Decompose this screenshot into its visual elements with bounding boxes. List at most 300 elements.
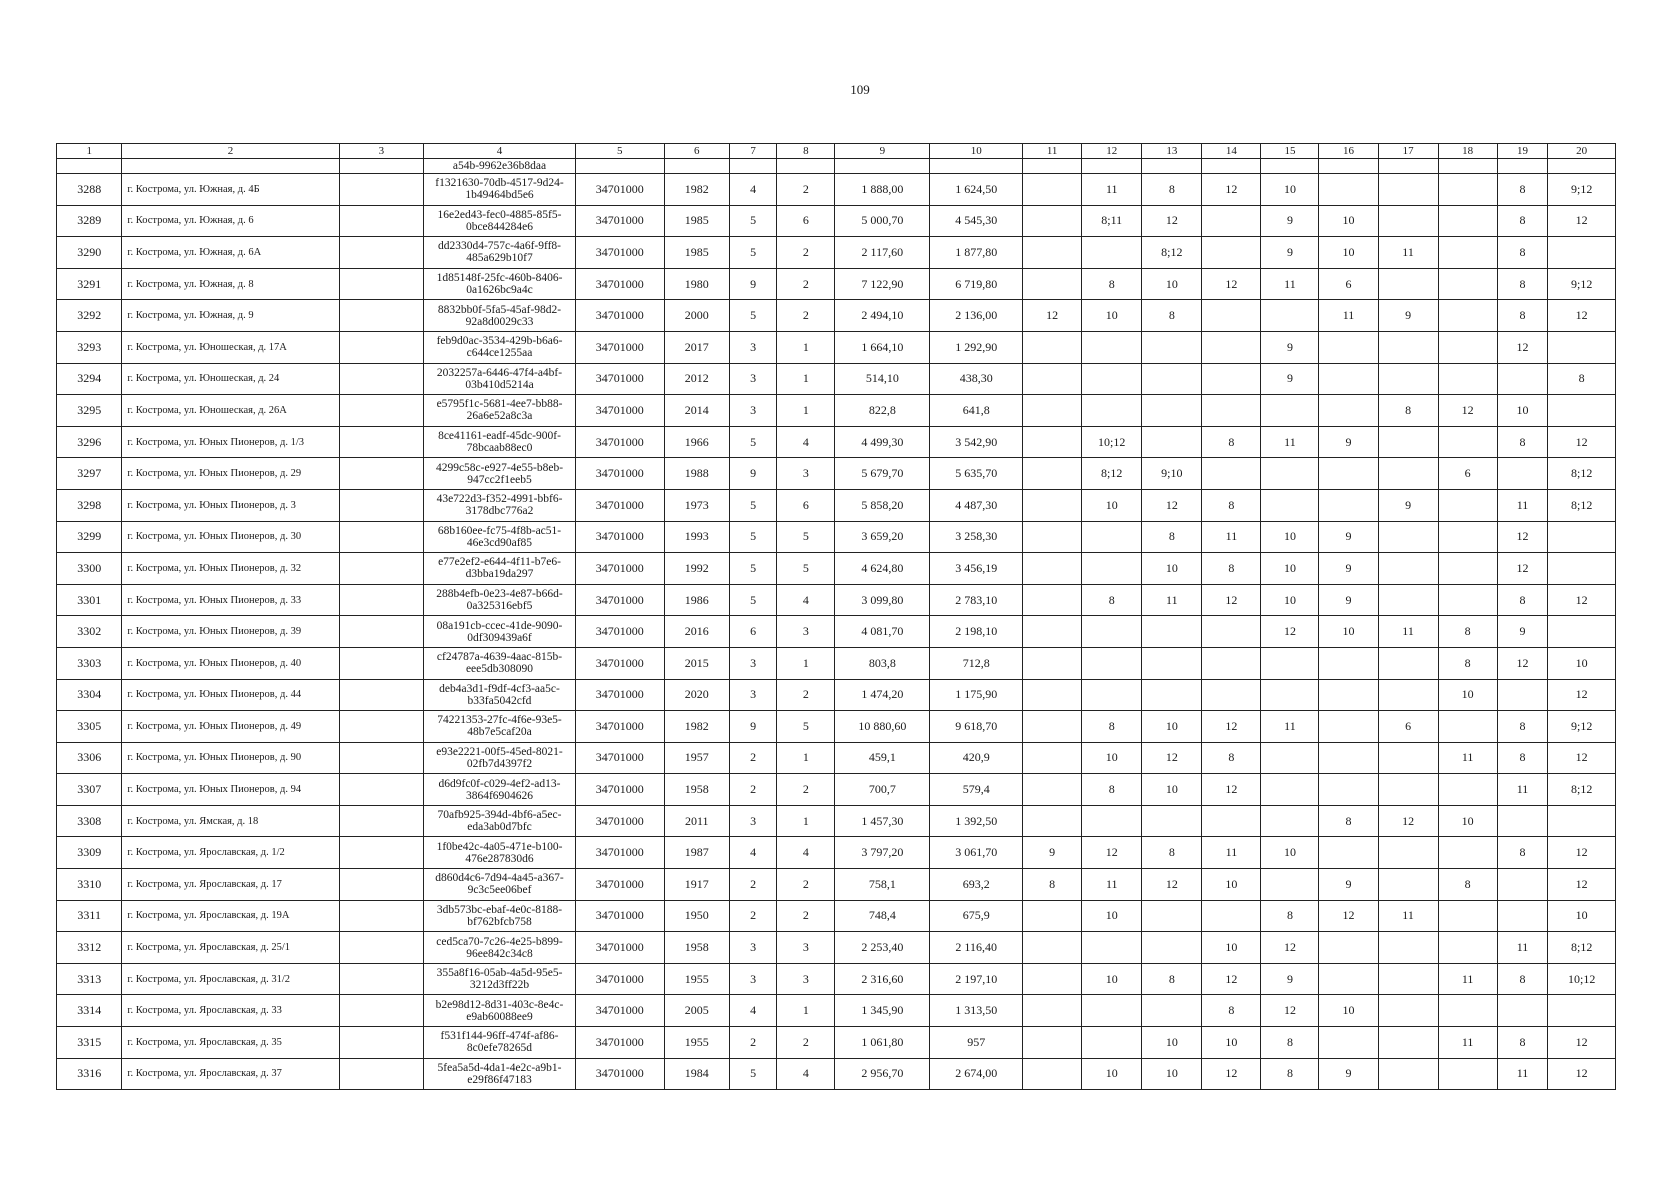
cell-col-15: 8 xyxy=(1261,1058,1319,1090)
cell-col-18 xyxy=(1438,837,1497,869)
cell-col-3 xyxy=(339,553,423,585)
cell-col-9: 459,1 xyxy=(835,742,930,774)
cell-col-2: г. Кострома, ул. Юных Пионеров, д. 3 xyxy=(122,489,339,521)
cell-col-1: 3289 xyxy=(57,205,122,237)
cell-col-2: г. Кострома, ул. Ярославская, д. 35 xyxy=(122,1027,339,1059)
cell-col-3 xyxy=(339,837,423,869)
cell-col-17 xyxy=(1378,331,1438,363)
cell-col-19 xyxy=(1497,805,1548,837)
cell-col-7: 3 xyxy=(729,331,776,363)
cell-col-20: 12 xyxy=(1548,837,1616,869)
cell-col-17: 9 xyxy=(1378,489,1438,521)
cell-col-6: 2012 xyxy=(664,363,729,395)
cell-col-15 xyxy=(1261,300,1319,332)
cell-col-9: 2 117,60 xyxy=(835,237,930,269)
table-row xyxy=(57,363,1616,395)
cell-col-19: 8 xyxy=(1497,205,1548,237)
cell-col-6: 1988 xyxy=(664,458,729,490)
cell-col-19: 8 xyxy=(1497,426,1548,458)
cell-col-10: 2 198,10 xyxy=(930,616,1023,648)
cell-col-6: 1985 xyxy=(664,205,729,237)
cell-col-16: 11 xyxy=(1319,300,1378,332)
cell-col-15: 9 xyxy=(1261,363,1319,395)
cell-col-18: 11 xyxy=(1438,742,1497,774)
table-row xyxy=(57,1058,1616,1090)
cell-col-14: 12 xyxy=(1202,1058,1261,1090)
cell-col-1: 3306 xyxy=(57,742,122,774)
cell-col-16 xyxy=(1319,647,1378,679)
cell-col-13: 10 xyxy=(1142,268,1202,300)
column-number-3: 3 xyxy=(339,144,423,159)
cell-col-16 xyxy=(1319,742,1378,774)
cell-col-18 xyxy=(1438,900,1497,932)
cell-col-11 xyxy=(1023,1027,1082,1059)
cell-col-8: 2 xyxy=(777,774,835,806)
cell-col-5: 34701000 xyxy=(575,489,664,521)
column-number-11: 11 xyxy=(1023,144,1082,159)
cell-col-17 xyxy=(1378,869,1438,901)
cell-col-8: 1 xyxy=(777,647,835,679)
cell-col-15: 8 xyxy=(1261,1027,1319,1059)
table-row xyxy=(57,647,1616,679)
cell-col-15: 10 xyxy=(1261,837,1319,869)
cell-col-9: 4 081,70 xyxy=(835,616,930,648)
cell-col-19: 10 xyxy=(1497,395,1548,427)
cell-col-11: 12 xyxy=(1023,300,1082,332)
cell-col-15: 11 xyxy=(1261,711,1319,743)
cell-col-9: 514,10 xyxy=(835,363,930,395)
cell-col-11 xyxy=(1023,205,1082,237)
cell-col-13 xyxy=(1142,616,1202,648)
cell-col-12 xyxy=(1082,331,1142,363)
cell-col-18 xyxy=(1438,584,1497,616)
cell-col-12 xyxy=(1082,647,1142,679)
cell-col-4: 3db573bc-ebaf-4e0c-8188-bf762bfcb758 xyxy=(424,900,576,932)
table-row xyxy=(57,932,1616,964)
cell-col-15: 10 xyxy=(1261,174,1319,206)
cell-col-15 xyxy=(1261,458,1319,490)
cell-col-19 xyxy=(1497,900,1548,932)
cell-col-5: 34701000 xyxy=(575,205,664,237)
cell-col-11 xyxy=(1023,426,1082,458)
cell-col-3 xyxy=(339,300,423,332)
cell-col-3 xyxy=(339,363,423,395)
cell-col-3 xyxy=(339,932,423,964)
cell-col-7: 5 xyxy=(729,553,776,585)
cell-col-10: 1 877,80 xyxy=(930,237,1023,269)
cell-col-2: г. Кострома, ул. Юных Пионеров, д. 49 xyxy=(122,711,339,743)
cell-col-7: 5 xyxy=(729,521,776,553)
cell-col-16 xyxy=(1319,395,1378,427)
cell-col-7: 5 xyxy=(729,237,776,269)
cell-col-13: 8;12 xyxy=(1142,237,1202,269)
cell-col-6: 1950 xyxy=(664,900,729,932)
cell-col-2: г. Кострома, ул. Ярославская, д. 33 xyxy=(122,995,339,1027)
cell-col-7: 2 xyxy=(729,900,776,932)
cell-col-3 xyxy=(339,742,423,774)
cell-col-18 xyxy=(1438,205,1497,237)
cell-col-8: 2 xyxy=(777,1027,835,1059)
cell-col-2: г. Кострома, ул. Юных Пионеров, д. 94 xyxy=(122,774,339,806)
cell-col-2: г. Кострома, ул. Ярославская, д. 31/2 xyxy=(122,963,339,995)
cell-col-3 xyxy=(339,458,423,490)
cell-col-2: г. Кострома, ул. Юных Пионеров, д. 33 xyxy=(122,584,339,616)
cell-col-19: 11 xyxy=(1497,489,1548,521)
table-row xyxy=(57,458,1616,490)
cell-col-1: 3291 xyxy=(57,268,122,300)
cell-col-13 xyxy=(1142,679,1202,711)
cell-col-7: 5 xyxy=(729,205,776,237)
cell-col-1: 3293 xyxy=(57,331,122,363)
cell-col-2: г. Кострома, ул. Юных Пионеров, д. 44 xyxy=(122,679,339,711)
cell-col-7: 4 xyxy=(729,174,776,206)
cell-col-12: 8 xyxy=(1082,268,1142,300)
cell-col-9: 1 474,20 xyxy=(835,679,930,711)
cell-col-15: 11 xyxy=(1261,268,1319,300)
cell-col-10: 641,8 xyxy=(930,395,1023,427)
cell-col-6: 2015 xyxy=(664,647,729,679)
cell-col-16 xyxy=(1319,174,1378,206)
cell-col-8: 3 xyxy=(777,458,835,490)
cell-col-17 xyxy=(1378,995,1438,1027)
cell-col-10: 3 542,90 xyxy=(930,426,1023,458)
cell-col-11 xyxy=(1023,616,1082,648)
cell-col-14 xyxy=(1202,300,1261,332)
cell-col-4: 5fea5a5d-4da1-4e2c-a9b1-e29f86f47183 xyxy=(424,1058,576,1090)
cell-col-20: 8;12 xyxy=(1548,774,1616,806)
cell-col-2: г. Кострома, ул. Ярославская, д. 1/2 xyxy=(122,837,339,869)
table-row xyxy=(57,742,1616,774)
cell-col-9: 758,1 xyxy=(835,869,930,901)
cell-col-11 xyxy=(1023,1058,1082,1090)
cell-col-4: 43e722d3-f352-4991-bbf6-3178dbc776a2 xyxy=(424,489,576,521)
cell-col-16 xyxy=(1319,458,1378,490)
cell-col-14: 10 xyxy=(1202,1027,1261,1059)
cell-col-16 xyxy=(1319,711,1378,743)
column-number-9: 9 xyxy=(835,144,930,159)
cell-col-13: 8 xyxy=(1142,521,1202,553)
cell-col-20: 8;12 xyxy=(1548,458,1616,490)
table-row xyxy=(57,553,1616,585)
cell-col-4: 68b160ee-fc75-4f8b-ac51-46e3cd90af85 xyxy=(424,521,576,553)
cell-col-18: 10 xyxy=(1438,679,1497,711)
cell-col-8: 6 xyxy=(777,205,835,237)
cell-col-6: 2005 xyxy=(664,995,729,1027)
cell-col-18: 8 xyxy=(1438,647,1497,679)
cell-col-15: 11 xyxy=(1261,426,1319,458)
column-number-8: 8 xyxy=(777,144,835,159)
table-row xyxy=(57,774,1616,806)
cell-col-16 xyxy=(1319,331,1378,363)
cell-col-5: 34701000 xyxy=(575,458,664,490)
cell-col-13: 8 xyxy=(1142,837,1202,869)
cell-col-12 xyxy=(1082,616,1142,648)
cell-col-7: 6 xyxy=(729,616,776,648)
cell-col-14: 10 xyxy=(1202,932,1261,964)
cell-col-12: 8;11 xyxy=(1082,205,1142,237)
cell-col-1: 3315 xyxy=(57,1027,122,1059)
table-row xyxy=(57,300,1616,332)
cell-col-19: 8 xyxy=(1497,268,1548,300)
cell-col-3 xyxy=(339,237,423,269)
cell-col-5: 34701000 xyxy=(575,363,664,395)
cell-col-15: 9 xyxy=(1261,205,1319,237)
cell-col-4: 1f0be42c-4a05-471e-b100-476e287830d6 xyxy=(424,837,576,869)
cell-col-15: 12 xyxy=(1261,932,1319,964)
cell-col-12: 8;12 xyxy=(1082,458,1142,490)
cell-col-18 xyxy=(1438,174,1497,206)
table-row xyxy=(57,805,1616,837)
cell-col-10: 579,4 xyxy=(930,774,1023,806)
cell-col-18: 11 xyxy=(1438,963,1497,995)
cell-col-5: 34701000 xyxy=(575,932,664,964)
cell-col-12 xyxy=(1082,805,1142,837)
cell-col-1: 3310 xyxy=(57,869,122,901)
cell-col-17 xyxy=(1378,932,1438,964)
cell-col-16: 6 xyxy=(1319,268,1378,300)
column-number-20: 20 xyxy=(1548,144,1616,159)
cell-col-4: 70afb925-394d-4bf6-a5ec-eda3ab0d7bfc xyxy=(424,805,576,837)
cell-col-9: 4 624,80 xyxy=(835,553,930,585)
cell-col-14 xyxy=(1202,395,1261,427)
cell-col-20 xyxy=(1548,521,1616,553)
cell-col-13 xyxy=(1142,900,1202,932)
cell-col-17: 8 xyxy=(1378,395,1438,427)
table-row xyxy=(57,1027,1616,1059)
cell-col-5: 34701000 xyxy=(575,647,664,679)
cell-col-7: 9 xyxy=(729,711,776,743)
cell-col-19: 8 xyxy=(1497,1027,1548,1059)
cell-col-15: 10 xyxy=(1261,584,1319,616)
cell-col-1: 3313 xyxy=(57,963,122,995)
cell-col-20: 12 xyxy=(1548,205,1616,237)
cell-col-4: e5795f1c-5681-4ee7-bb88-26a6e52a8c3a xyxy=(424,395,576,427)
cell-col-13 xyxy=(1142,331,1202,363)
cell-col-5: 34701000 xyxy=(575,837,664,869)
cell-col-19: 12 xyxy=(1497,553,1548,585)
table-row xyxy=(57,489,1616,521)
cell-col-17 xyxy=(1378,174,1438,206)
cell-col-19: 11 xyxy=(1497,932,1548,964)
cell-col-19 xyxy=(1497,679,1548,711)
cell-col-13: 11 xyxy=(1142,584,1202,616)
cell-col-10: 5 635,70 xyxy=(930,458,1023,490)
column-number-14: 14 xyxy=(1202,144,1261,159)
guid-fragment: a54b-9962e36b8daa xyxy=(424,159,576,174)
cell-col-15 xyxy=(1261,742,1319,774)
cell-col-17 xyxy=(1378,1027,1438,1059)
column-number-7: 7 xyxy=(729,144,776,159)
cell-col-12: 10 xyxy=(1082,900,1142,932)
cell-col-20 xyxy=(1548,995,1616,1027)
cell-col-9: 748,4 xyxy=(835,900,930,932)
cell-col-20: 12 xyxy=(1548,584,1616,616)
cell-col-3 xyxy=(339,489,423,521)
cell-col-10: 2 136,00 xyxy=(930,300,1023,332)
cell-col-19: 9 xyxy=(1497,616,1548,648)
cell-col-16: 10 xyxy=(1319,995,1378,1027)
cell-col-5: 34701000 xyxy=(575,679,664,711)
cell-col-6: 2011 xyxy=(664,805,729,837)
cell-col-9: 803,8 xyxy=(835,647,930,679)
cell-col-17 xyxy=(1378,679,1438,711)
cell-col-16: 9 xyxy=(1319,553,1378,585)
page-number: 109 xyxy=(850,82,870,97)
cell-col-3 xyxy=(339,205,423,237)
cell-col-18 xyxy=(1438,300,1497,332)
cell-col-9: 3 797,20 xyxy=(835,837,930,869)
cell-col-14 xyxy=(1202,647,1261,679)
cell-col-11 xyxy=(1023,584,1082,616)
cell-col-10: 675,9 xyxy=(930,900,1023,932)
cell-col-4: d6d9fc0f-c029-4ef2-ad13-3864f6904626 xyxy=(424,774,576,806)
cell-col-5: 34701000 xyxy=(575,1058,664,1090)
cell-col-20 xyxy=(1548,395,1616,427)
cell-col-16 xyxy=(1319,489,1378,521)
cell-col-10: 2 197,10 xyxy=(930,963,1023,995)
cell-col-14: 12 xyxy=(1202,584,1261,616)
cell-col-14: 8 xyxy=(1202,553,1261,585)
cell-col-6: 1985 xyxy=(664,237,729,269)
cell-col-20 xyxy=(1548,331,1616,363)
cell-col-20: 9;12 xyxy=(1548,268,1616,300)
cell-col-15 xyxy=(1261,679,1319,711)
cell-col-5: 34701000 xyxy=(575,237,664,269)
cell-col-20: 12 xyxy=(1548,742,1616,774)
cell-col-1: 3300 xyxy=(57,553,122,585)
cell-col-16: 9 xyxy=(1319,521,1378,553)
cell-col-8: 5 xyxy=(777,711,835,743)
cell-col-6: 1957 xyxy=(664,742,729,774)
cell-col-16 xyxy=(1319,932,1378,964)
cell-col-14: 12 xyxy=(1202,774,1261,806)
cell-col-14: 8 xyxy=(1202,426,1261,458)
cell-col-13: 10 xyxy=(1142,1027,1202,1059)
column-number-6: 6 xyxy=(664,144,729,159)
cell-col-10: 4 487,30 xyxy=(930,489,1023,521)
cell-col-12 xyxy=(1082,395,1142,427)
cell-col-4: b2e98d12-8d31-403c-8e4c-e9ab60088ee9 xyxy=(424,995,576,1027)
cell-col-11 xyxy=(1023,521,1082,553)
table-row xyxy=(57,869,1616,901)
cell-col-8: 5 xyxy=(777,521,835,553)
cell-col-9: 2 253,40 xyxy=(835,932,930,964)
cell-col-10: 3 258,30 xyxy=(930,521,1023,553)
cell-col-7: 4 xyxy=(729,837,776,869)
cell-col-2: г. Кострома, ул. Ярославская, д. 37 xyxy=(122,1058,339,1090)
cell-col-2: г. Кострома, ул. Юных Пионеров, д. 29 xyxy=(122,458,339,490)
cell-col-8: 1 xyxy=(777,331,835,363)
cell-col-9: 4 499,30 xyxy=(835,426,930,458)
cell-col-10: 438,30 xyxy=(930,363,1023,395)
cell-col-5: 34701000 xyxy=(575,521,664,553)
cell-col-16 xyxy=(1319,774,1378,806)
column-number-19: 19 xyxy=(1497,144,1548,159)
cell-col-2: г. Кострома, ул. Юношеская, д. 17А xyxy=(122,331,339,363)
cell-col-17 xyxy=(1378,584,1438,616)
cell-col-11 xyxy=(1023,395,1082,427)
cell-col-4: f1321630-70db-4517-9d24-1b49464bd5e6 xyxy=(424,174,576,206)
table-row xyxy=(57,268,1616,300)
cell-col-10: 9 618,70 xyxy=(930,711,1023,743)
cell-col-13 xyxy=(1142,932,1202,964)
cell-col-17: 11 xyxy=(1378,900,1438,932)
cell-col-1: 3302 xyxy=(57,616,122,648)
table-body xyxy=(57,159,1616,1090)
cell-col-5: 34701000 xyxy=(575,900,664,932)
cell-col-3 xyxy=(339,331,423,363)
cell-col-3 xyxy=(339,584,423,616)
cell-col-3 xyxy=(339,1058,423,1090)
cell-col-20: 12 xyxy=(1548,300,1616,332)
cell-col-15: 8 xyxy=(1261,900,1319,932)
cell-col-17 xyxy=(1378,963,1438,995)
cell-col-1: 3304 xyxy=(57,679,122,711)
cell-col-18 xyxy=(1438,995,1497,1027)
cell-col-14: 8 xyxy=(1202,995,1261,1027)
cell-col-18 xyxy=(1438,268,1497,300)
cell-col-13: 8 xyxy=(1142,300,1202,332)
cell-col-12: 10 xyxy=(1082,300,1142,332)
cell-col-20: 10 xyxy=(1548,647,1616,679)
cell-col-20 xyxy=(1548,237,1616,269)
cell-col-9: 1 457,30 xyxy=(835,805,930,837)
cell-col-20: 10 xyxy=(1548,900,1616,932)
cell-col-9: 1 888,00 xyxy=(835,174,930,206)
cell-col-11 xyxy=(1023,900,1082,932)
cell-col-13 xyxy=(1142,426,1202,458)
cell-col-4: feb9d0ac-3534-429b-b6a6-c644ce1255aa xyxy=(424,331,576,363)
column-number-15: 15 xyxy=(1261,144,1319,159)
cell-col-2: г. Кострома, ул. Юных Пионеров, д. 30 xyxy=(122,521,339,553)
cell-col-8: 5 xyxy=(777,553,835,585)
cell-col-5: 34701000 xyxy=(575,584,664,616)
cell-col-11 xyxy=(1023,489,1082,521)
cell-col-1: 3311 xyxy=(57,900,122,932)
cell-col-9: 822,8 xyxy=(835,395,930,427)
cell-col-13: 12 xyxy=(1142,205,1202,237)
cell-col-12: 8 xyxy=(1082,584,1142,616)
cell-col-16: 9 xyxy=(1319,869,1378,901)
cell-col-4: deb4a3d1-f9df-4cf3-aa5c-b33fa5042cfd xyxy=(424,679,576,711)
column-number-12: 12 xyxy=(1082,144,1142,159)
cell-col-16: 8 xyxy=(1319,805,1378,837)
cell-col-18 xyxy=(1438,711,1497,743)
cell-col-2: г. Кострома, ул. Юношеская, д. 26А xyxy=(122,395,339,427)
cell-col-20: 12 xyxy=(1548,869,1616,901)
cell-col-14: 12 xyxy=(1202,174,1261,206)
cell-col-9: 10 880,60 xyxy=(835,711,930,743)
cell-col-12: 11 xyxy=(1082,869,1142,901)
cell-col-18 xyxy=(1438,553,1497,585)
cell-col-18 xyxy=(1438,932,1497,964)
cell-col-12 xyxy=(1082,995,1142,1027)
cell-col-9: 1 664,10 xyxy=(835,331,930,363)
cell-col-5: 34701000 xyxy=(575,1027,664,1059)
column-number-16: 16 xyxy=(1319,144,1378,159)
cell-col-12 xyxy=(1082,553,1142,585)
cell-col-4: d860d4c6-7d94-4a45-a367-9c3c5ee06bef xyxy=(424,869,576,901)
cell-col-4: 2032257a-6446-47f4-a4bf-03b410d5214a xyxy=(424,363,576,395)
cell-col-8: 4 xyxy=(777,1058,835,1090)
cell-col-2: г. Кострома, ул. Юных Пионеров, д. 1/3 xyxy=(122,426,339,458)
cell-col-18: 8 xyxy=(1438,869,1497,901)
cell-col-6: 1955 xyxy=(664,963,729,995)
cell-col-14 xyxy=(1202,237,1261,269)
cell-col-3 xyxy=(339,268,423,300)
cell-col-7: 9 xyxy=(729,268,776,300)
cell-col-11: 9 xyxy=(1023,837,1082,869)
